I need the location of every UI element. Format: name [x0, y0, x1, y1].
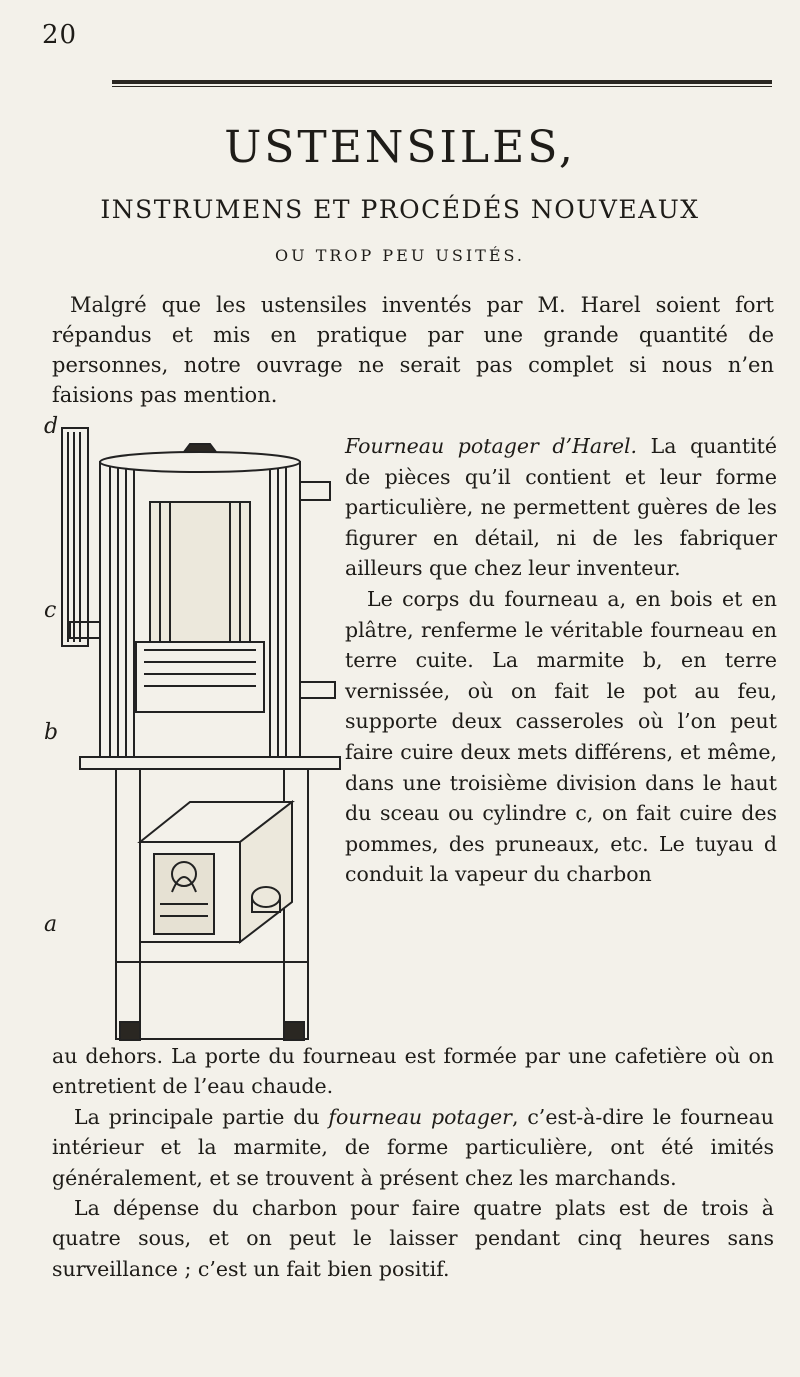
body-paragraph-3-end: , c’est-à-dire le fourneau intérieur et la marmite, de forme particulière, ont été imités généralement, et se trouvent à présent chez les marchands.: [52, 1104, 774, 1190]
figure-label-b: b: [44, 720, 59, 745]
page-title: USTENSILES,: [224, 122, 576, 173]
header-rule-thin: [112, 86, 772, 87]
intro-paragraph: Malgré que les ustensiles inventés par M. Harel soient fort répandus et mis en pratique par une grande quantité de personnes, notre ouvrage ne serait pas complet si nous n’en faisions pas mention.: [52, 293, 774, 407]
figure-description: [345, 431, 777, 890]
figure-caption-title: Fourneau potager d’Harel.: [345, 434, 638, 458]
figure-label-c: c: [44, 598, 57, 623]
figure-caption-text: La quantité de pièces qu’il contient et leur forme particulière, ne permettent guères de les figurer en détail, ni de les fabriquer ailleurs que chez leur inventeur.: [345, 434, 777, 581]
figure-caption: [345, 431, 777, 584]
figure-label-d: d: [44, 414, 59, 439]
figure-label-a: a: [44, 912, 58, 937]
fourneau-engraving: [40, 422, 350, 1052]
page-subtitle-small: OU TROP PEU USITÉS.: [275, 246, 525, 265]
body-paragraph-3-italic: fourneau potager: [328, 1104, 512, 1129]
body-paragraph-3-start: La principale partie du: [74, 1104, 329, 1129]
body-paragraph-2-end: au dehors. La porte du fourneau est formée par une cafetière où on entretient de l’eau chaude.: [52, 1044, 774, 1099]
header-rule: [112, 80, 772, 84]
page-subtitle: INSTRUMENS ET PROCÉDÉS NOUVEAUX: [100, 195, 700, 224]
body-paragraph-4: La dépense du charbon pour faire quatre plats est de trois à quatre sous, et on peut le laisser pendant cinq heures sans surveillance ; c’est un fait bien positif.: [52, 1196, 774, 1281]
body-paragraph-3: [52, 1102, 774, 1193]
page-number: 20: [42, 20, 78, 50]
body-paragraph-2: Le corps du fourneau a, en bois et en plâtre, renferme le véritable fourneau en terre cuite. La marmite b, en terre vernissée, où on fait le pot au feu, supporte deux casseroles où l’on peut faire cuire deux mets différens, et même, dans une troisième division dans le haut du sceau ou cylindre c, on fait cuire des pommes, des pruneaux, etc. Le tuyau d conduit la vapeur du charbon: [345, 586, 777, 887]
continued-text: [52, 1041, 774, 1284]
fourneau-figure: [40, 414, 350, 1052]
